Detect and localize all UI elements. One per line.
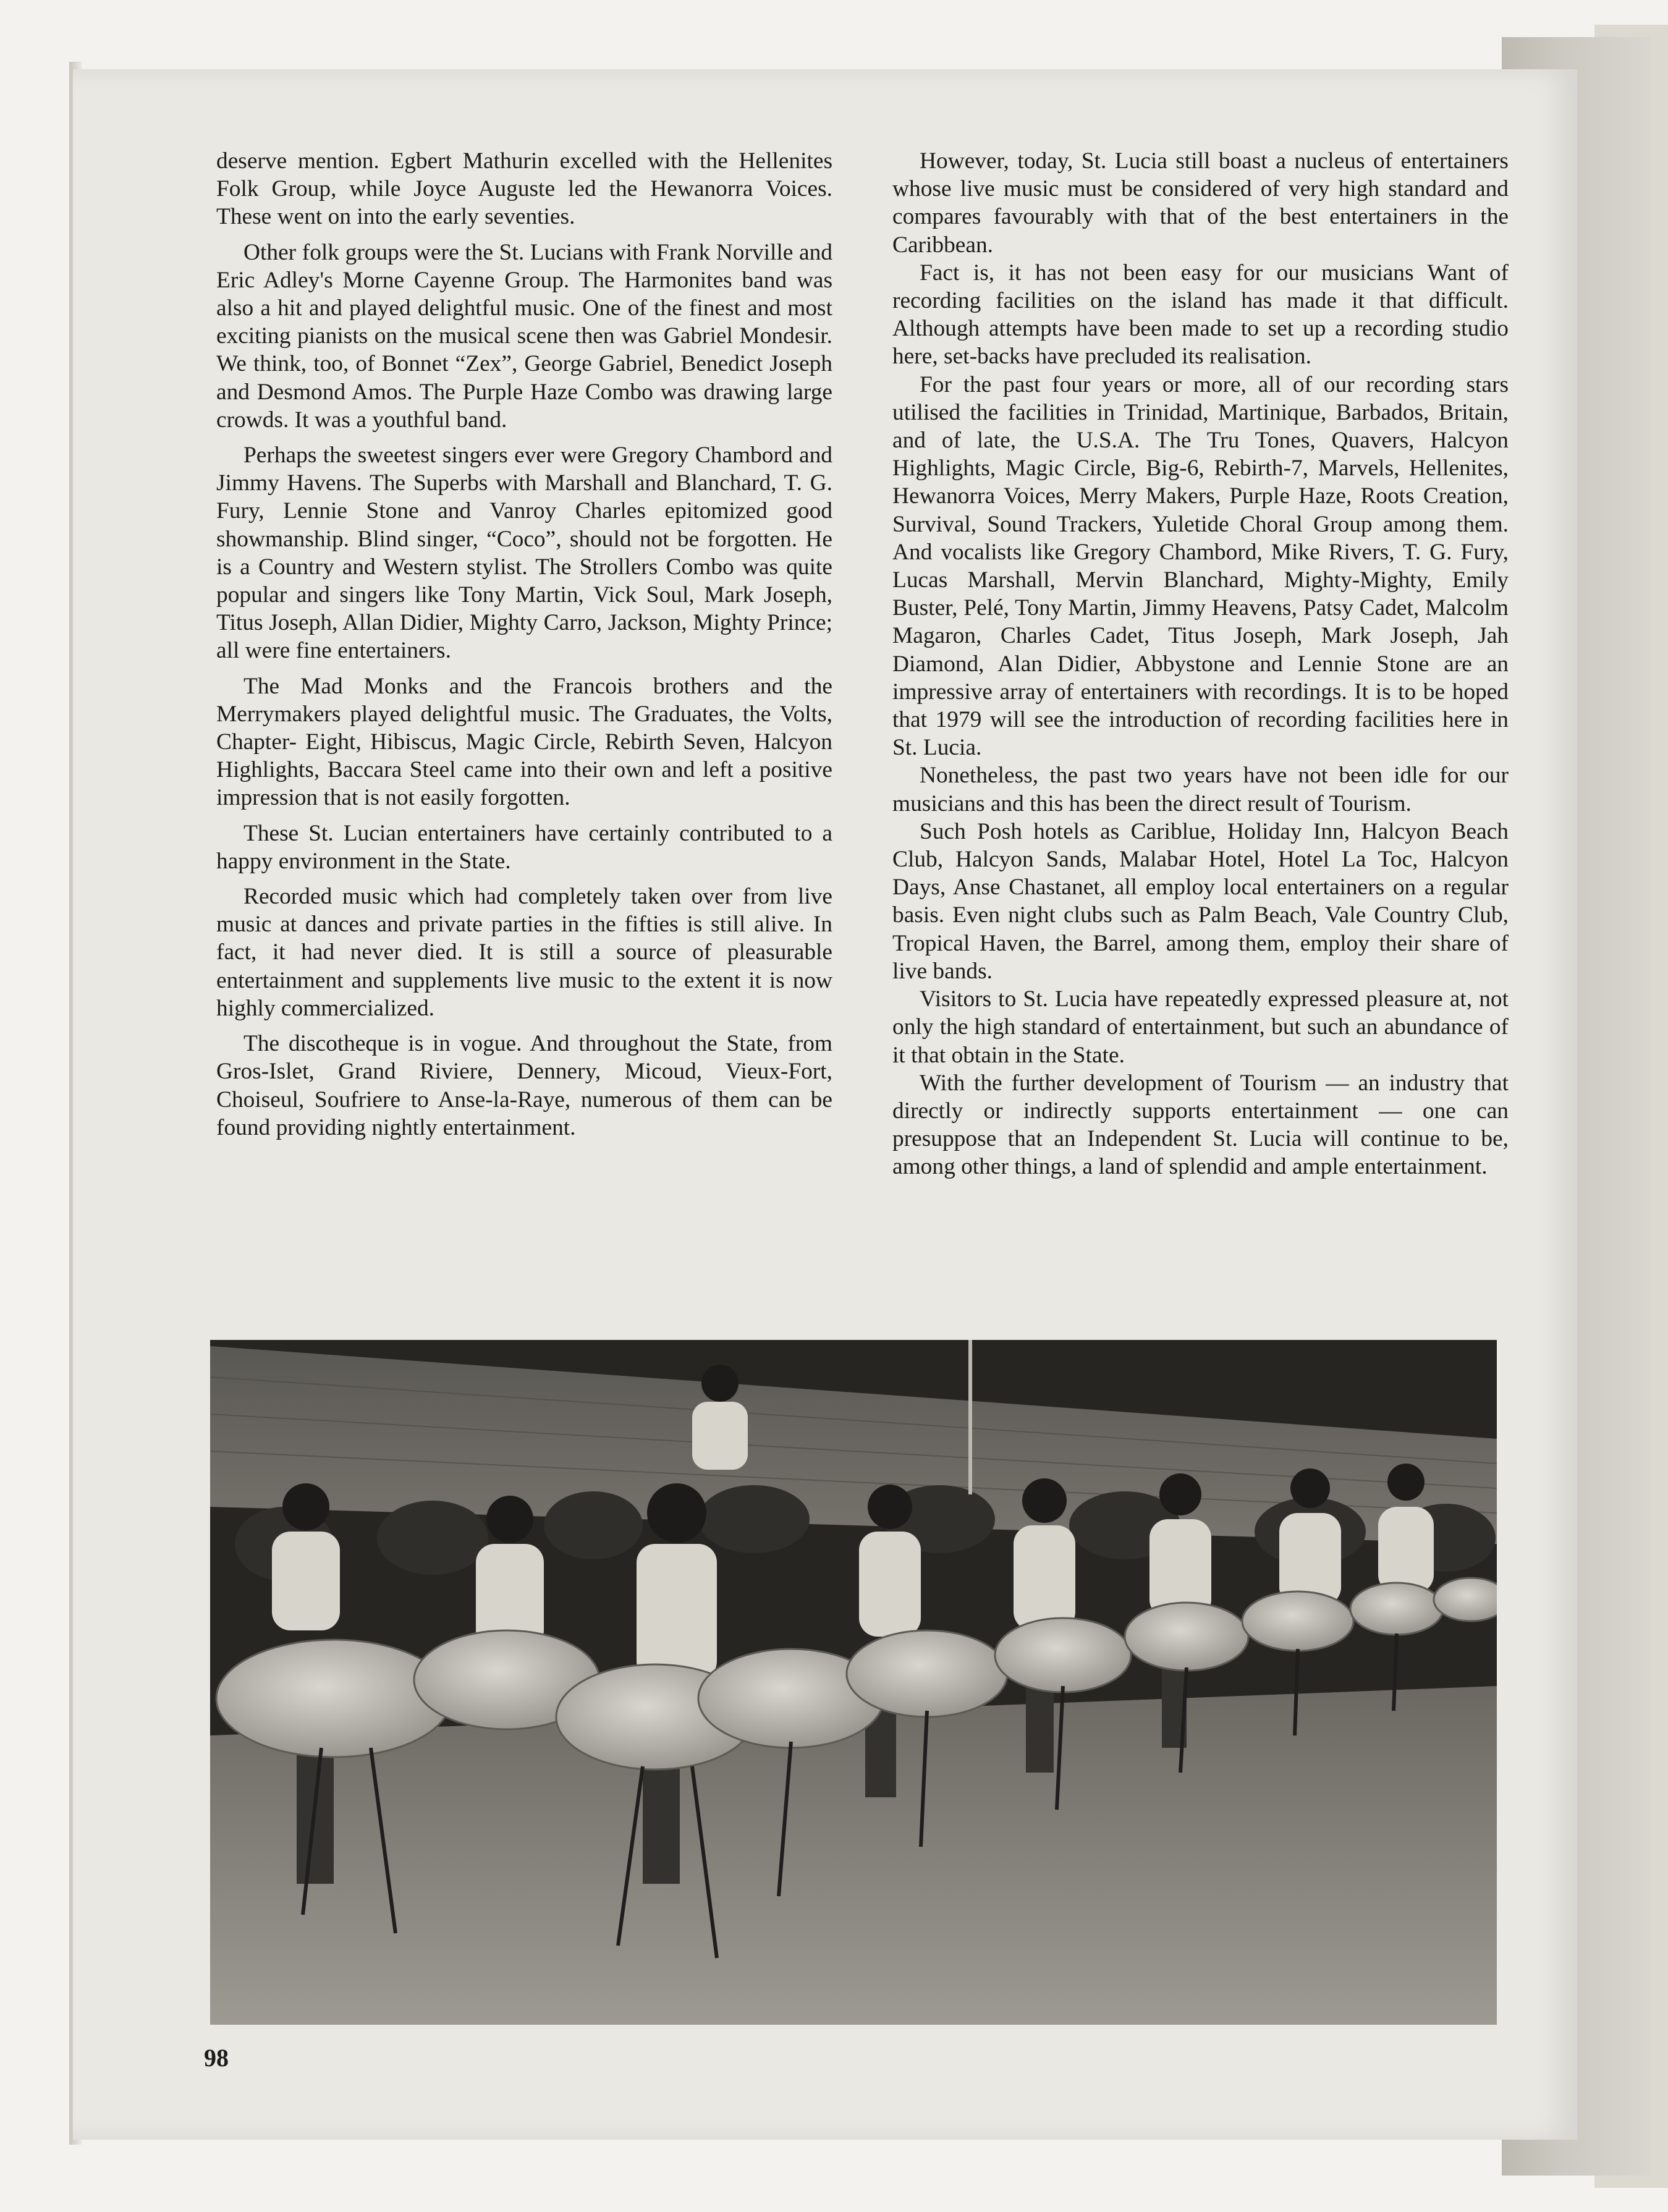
right-text-column [892,147,1509,1181]
paragraph: Such Posh hotels as Cariblue, Holiday Inn, Halcyon Beach Club, Halcyon Sands, Malabar Hotel, Hotel La Toc, Halcyon Days, Anse Chastanet, all employ local entertainers on a regular basis. Even night clubs such as Palm Beach, Vale Country Club, Tropical Haven, the Barrel, among them, employ their share of live bands. [892,818,1509,984]
paragraph: deserve mention. Egbert Mathurin excelled with the Hellenites Folk Group, while Joyce Auguste led the Hewanorra Voices. These went on into the early seventies. [216,148,832,230]
paragraph: Fact is, it has not been easy for our musicians Want of recording facilities on the island has made it that difficult. Although attempts have been made to set up a recording studio here, set-backs have precluded its realisation. [892,260,1509,370]
paragraph: However, today, St. Lucia still boast a nucleus of entertainers whose live music must be considered of very high standard and compares favourably with that of the best entertainers in the Caribbean. [892,148,1509,258]
paragraph: These St. Lucian entertainers have certainly contributed to a happy environment in the State. [216,820,832,874]
paragraph: Recorded music which had completely taken over from live music at dances and private parties in the fifties is still alive. In fact, it had never died. It is still a source of pleasurable entertainment and supplements live music to the extent it is now highly commercialized. [216,884,832,1021]
paragraph: The discotheque is in vogue. And throughout the State, from Gros-Islet, Grand Riviere, Dennery, Micoud, Vieux-Fort, Choiseul, Soufriere to Anse-la-Raye, numerous of them can be found providing nightly entertainment. [216,1031,832,1140]
paragraph: For the past four years or more, all of our recording stars utilised the facilities in Trinidad, Martinique, Barbados, Britain, and of late, the U.S.A. The Tru Tones, Quavers, Halcyon Highlights, Magic Circle, Big-6, Rebirth-7, Marvels, Hellenites, Hewanorra Voices, Merry Makers, Purple Haze, Roots Creation, Survival, Sound Trackers, Yuletide Choral Group among them. And vocalists like Gregory Chambord, Mike Rivers, T. G. Fury, Lucas Marshall, Mervin Blanchard, Mighty-Mighty, Emily Buster, Pelé, Tony Martin, Jimmy Heavens, Patsy Cadet, Malcolm Magaron, Charles Cadet, Titus Joseph, Mark Joseph, Jah Diamond, Alan Didier, Abbystone and Lennie Stone are an impressive array of entertainers with recordings. It is to be hoped that 1979 will see the introduction of recording facilities here in St. Lucia. [892,371,1509,761]
paragraph: Other folk groups were the St. Lucians with Frank Norville and Eric Adley's Morne Cayenne Group. The Harmonites band was also a hit and played delightful music. One of the finest and most exciting pianists on the musical scene then was Gabriel Mondesir. We think, too, of Bonnet “Zex”, George Gabriel, Benedict Joseph and Desmond Amos. The Purple Haze Combo was drawing large crowds. It was a youthful band. [216,239,832,433]
paragraph: The Mad Monks and the Francois brothers and the Merrymakers played delightful music. The Graduates, the Volts, Chapter- Eight, Hibiscus, Magic Circle, Rebirth Seven, Halcyon Highlights, Baccara Steel came into their own and left a positive impression that is not easily forgotten. [216,673,832,811]
steel-band-photo-illustration [210,1340,1497,2025]
paragraph: With the further development of Tourism — an industry that directly or indirectly supports entertainment — one can presuppose that an Independent St. Lucia will continue to be, among other things, a land of splendid and ample entertainment. [892,1070,1509,1180]
paragraph: Nonetheless, the past two years have not been idle for our musicians and this has been the direct result of Tourism. [892,763,1509,816]
steel-band-photo [210,1340,1497,2025]
left-text-column [216,147,832,1142]
page-number: 98 [204,2044,229,2072]
paragraph: Perhaps the sweetest singers ever were Gregory Chambord and Jimmy Havens. The Superbs with Marshall and Blanchard, T. G. Fury, Lennie Stone and Vanroy Charles epitomized good showmanship. Blind singer, “Coco”, should not be forgotten. He is a Country and Western stylist. The Strollers Combo was quite popular and singers like Tony Martin, Vick Soul, Mark Joseph, Titus Joseph, Allan Didier, Mighty Carro, Jackson, Mighty Prince; all were fine entertainers. [216,443,832,664]
paragraph: Visitors to St. Lucia have repeatedly expressed pleasure at, not only the high standard of entertainment, but such an abundance of it that obtain in the State. [892,986,1509,1068]
